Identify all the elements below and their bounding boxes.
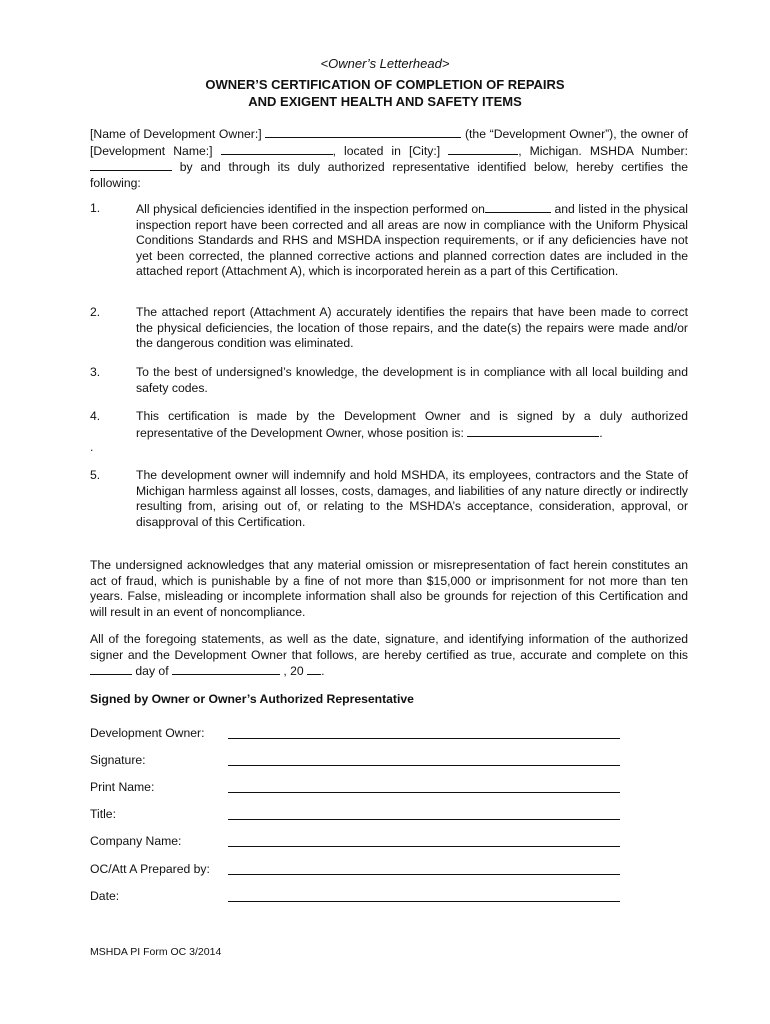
item-number-2: 2. bbox=[90, 305, 101, 319]
mshda-number-blank[interactable] bbox=[90, 159, 172, 171]
document-title bbox=[0, 76, 770, 110]
item-text-5: The development owner will indemnify and hold MSHDA, its employees, contractors and the State of Michigan harmless against all losses, costs, damages, and liabilities of any nature directly or indirectly resulting from, arising out of, or relating to the MSHDA’s acceptance, consideration, approval, or disapproval of this Certification. bbox=[136, 468, 688, 529]
acknowledgement-paragraph: The undersigned acknowledges that any material omission or misrepresentation of fact herein constitutes an act of fraud, which is punishable by a fine of not more than $15,000 or imprisonment for not more than ten years. False, misleading or incomplete information shall also be grounds for rejection of this Certification and will result in an event of noncompliance. bbox=[90, 558, 688, 619]
item-number-1: 1. bbox=[90, 201, 101, 215]
form-footer: MSHDA PI Form OC 3/2014 bbox=[90, 946, 222, 958]
date-row bbox=[90, 889, 620, 905]
print-name-label: Print Name: bbox=[90, 780, 155, 794]
item-text-1: All physical deficiencies identified in the inspection performed on and listed in the physical inspection report have been corrected and all areas are now in compliance with the Uniform Physical Conditions Standards and RHS and MSHDA inspection requirements, or if any deficiencies have not yet been corrected, the planned corrective actions and planned correction dates are included in the attached report (Attachment A), which is incorporated herein as a part of this Certification. bbox=[136, 202, 688, 278]
prepared-by-label: OC/Att A Prepared by: bbox=[90, 862, 210, 876]
item-text-4: This certification is made by the Development Owner and is signed by a duly authorized representative of the Development Owner, whose position is: . bbox=[136, 409, 688, 440]
year-blank[interactable] bbox=[307, 663, 321, 675]
company-name-line[interactable] bbox=[228, 846, 620, 847]
city-blank[interactable] bbox=[448, 143, 518, 155]
prepared-by-row bbox=[90, 862, 620, 878]
development-owner-line[interactable] bbox=[228, 738, 620, 739]
development-owner-label: Development Owner: bbox=[90, 726, 205, 740]
stray-dot: . bbox=[90, 440, 94, 454]
item-number-4: 4. bbox=[90, 409, 101, 423]
title-line-2: AND EXIGENT HEALTH AND SAFETY ITEMS bbox=[248, 94, 522, 109]
item-text-3: To the best of undersigned’s knowledge, the development is in compliance with all local building and safety codes. bbox=[136, 365, 688, 395]
intro-paragraph: [Name of Development Owner:] (the “Development Owner”), the owner of [Development Name:] , located in [City:] , Michigan. MSHDA Number: by and through its duly authorized representative identified below, hereby certifies the following: bbox=[90, 127, 688, 190]
development-owner-blank[interactable] bbox=[265, 126, 461, 138]
signature-label: Signature: bbox=[90, 753, 146, 767]
position-blank[interactable] bbox=[467, 425, 599, 437]
inspection-date-blank[interactable] bbox=[485, 201, 551, 213]
date-label: Date: bbox=[90, 889, 120, 903]
prepared-by-line[interactable] bbox=[228, 874, 620, 875]
signature-row bbox=[90, 753, 620, 769]
company-name-row bbox=[90, 834, 620, 850]
item-number-3: 3. bbox=[90, 365, 101, 379]
certification-paragraph: All of the foregoing statements, as well as the date, signature, and identifying information of the authorized signer and the Development Owner that follows, are hereby certified as true, accurate and complete on this day of , 20 . bbox=[90, 632, 688, 678]
development-owner-row bbox=[90, 726, 620, 742]
day-blank[interactable] bbox=[90, 663, 132, 675]
date-line[interactable] bbox=[228, 901, 620, 902]
title-line[interactable] bbox=[228, 819, 620, 820]
letterhead-placeholder: <Owner’s Letterhead> bbox=[320, 56, 450, 71]
month-blank[interactable] bbox=[172, 663, 280, 675]
signed-heading: Signed by Owner or Owner’s Authorized Representative bbox=[90, 692, 414, 706]
title-row bbox=[90, 807, 620, 823]
item-number-5: 5. bbox=[90, 468, 101, 482]
title-label: Title: bbox=[90, 807, 116, 821]
print-name-row bbox=[90, 780, 620, 796]
title-line-1: OWNER’S CERTIFICATION OF COMPLETION OF REPAIRS bbox=[205, 77, 565, 92]
signature-line[interactable] bbox=[228, 765, 620, 766]
development-name-blank[interactable] bbox=[221, 143, 333, 155]
company-name-label: Company Name: bbox=[90, 834, 182, 848]
print-name-line[interactable] bbox=[228, 792, 620, 793]
item-text-2: The attached report (Attachment A) accurately identifies the repairs that have been made to correct the physical deficiencies, the location of those repairs, and the date(s) the repairs were made and/or the dangerous condition was eliminated. bbox=[136, 305, 688, 350]
